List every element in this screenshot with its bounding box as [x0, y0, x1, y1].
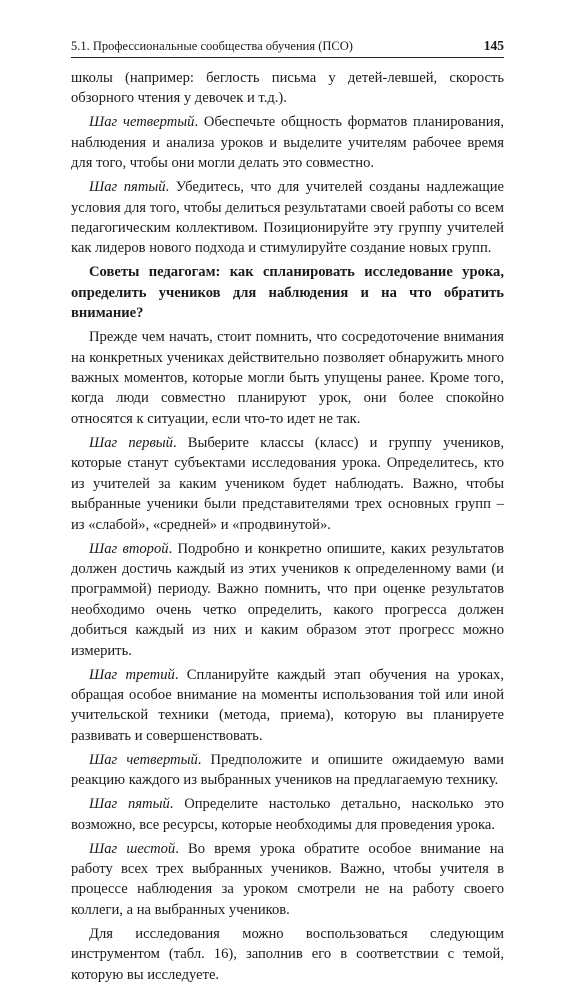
paragraph	[71, 112, 504, 173]
section-heading	[71, 262, 504, 323]
step-label: Шаг пятый	[89, 796, 170, 813]
paragraph-text: . Выберите классы (класс) и группу учеников, которые станут субъектами исследования урока. Определитесь, кто из учителей за каким учеником будет наблюдать. Важно, чтобы выбранные ученики были представителями трех основных групп – из «слабой», «средней» и «продвинутой».	[71, 434, 504, 533]
step-label: Шаг второй	[89, 540, 169, 557]
step-label: Шаг четвертый	[89, 751, 198, 768]
body-text	[71, 68, 504, 989]
step-label: Шаг шестой	[89, 840, 176, 857]
paragraph-text: . Во время урока обратите особое внимание на работу всех трех выбранных учеников. Важно, чтобы учителя в процессе наблюдения за уроком смотрели не на работу своего коллеги, а на выбранных учеников.	[71, 840, 504, 918]
paragraph	[71, 433, 504, 535]
step-label: Шаг четвертый	[89, 114, 195, 131]
paragraph	[71, 924, 504, 985]
paragraph-text: . Определите настолько детально, насколько это возможно, все ресурсы, которые необходимы для проведения урока.	[71, 796, 504, 833]
paragraph-text: . Подробно и конкретно опишите, каких результатов должен достичь каждый из этих учеников к определенному вами (и программой) периоду. Важно помнить, что при оценке результатов необходимо очень четко определить, какого прогресса должен добиться каждый из них и каким образом этот прогресс можно измерить.	[71, 540, 505, 659]
paragraph	[71, 539, 504, 661]
paragraph	[71, 750, 504, 791]
step-label: Шаг пятый	[89, 179, 166, 196]
paragraph	[71, 794, 504, 835]
paragraph	[71, 839, 504, 921]
paragraph-text: . Предположите и опишите ожидаемую вами реакцию каждого из выбранных учеников на предлагаемую технику.	[71, 751, 504, 789]
running-header-title: 5.1. Профессиональные сообщества обучения (ПСО)	[71, 39, 353, 53]
paragraph-text: . Спланируйте каждый этап обучения на уроках, обращая особое внимание на моменты использования той или иной учительской техники (метода, приема), которую вы планируете развивать и совершенствовать.	[71, 666, 504, 744]
paragraph	[71, 327, 504, 429]
section-heading-text: Советы педагогам: как спланировать исследование урока, определить учеников для наблюдения и на что обратить внимание?	[71, 264, 504, 322]
step-label: Шаг первый	[89, 434, 173, 451]
paragraph-text: . Обеспечьте общность форматов планирования, наблюдения и анализа уроков и выделите учителям рабочее время для того, чтобы они могли делать это совместно.	[71, 114, 504, 172]
page-number: 145	[483, 38, 504, 53]
paragraph-text: школы (например: беглость письма у детей-левшей, скорость обзорного чтения у девочек и т.д.).	[71, 70, 504, 107]
paragraph	[71, 68, 504, 109]
step-label: Шаг третий	[89, 666, 175, 683]
running-header	[71, 37, 504, 58]
paragraph	[71, 177, 504, 259]
paragraph	[71, 665, 504, 747]
paragraph-text: . Убедитесь, что для учителей созданы надлежащие условия для того, чтобы делиться результатами своей работы со всем педагогическим коллективом. Позиционируйте эту группу учителей как лидеров нового подхода и стимулируйте создание новых групп.	[71, 179, 504, 257]
paragraph-text: Прежде чем начать, стоит помнить, что сосредоточение внимания на конкретных учениках действительно позволяет обнаружить много важных моментов, которые могли быть упущены ранее. Кроме того, когда люди совместно планируют урок, они более спокойно относятся к ситуации, если что-то идет не так.	[71, 329, 504, 427]
paragraph-text: Для исследования можно воспользоваться следующим инструментом (табл. 16), заполнив его в соответствии с темой, которую вы исследуете.	[71, 925, 504, 983]
